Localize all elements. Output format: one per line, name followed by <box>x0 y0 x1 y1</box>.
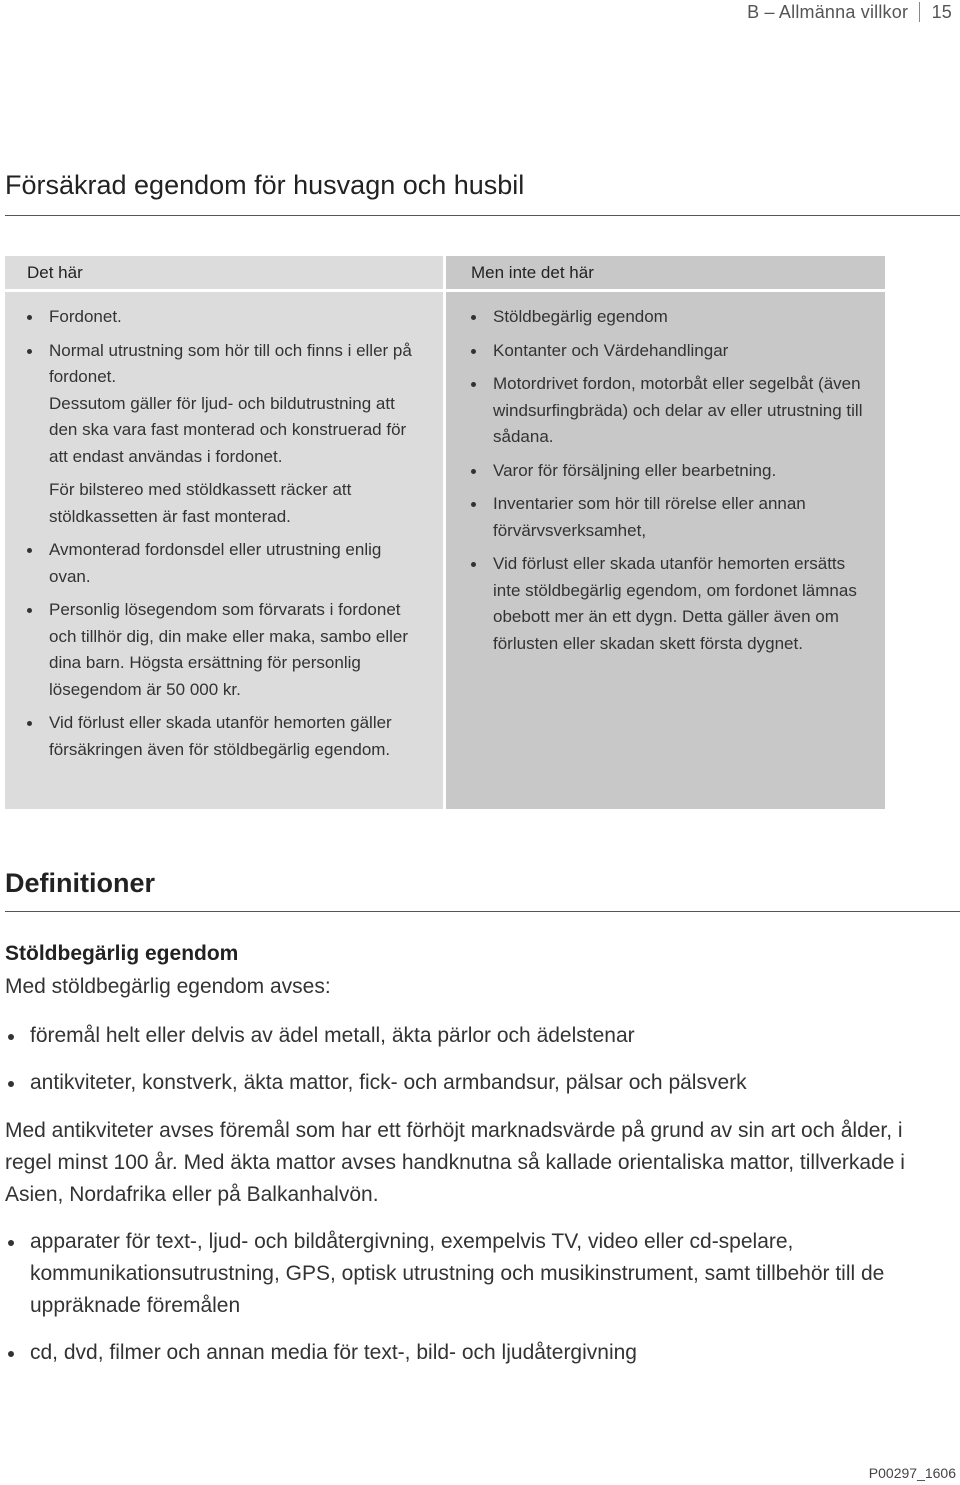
covered-list <box>5 304 443 763</box>
coverage-table <box>5 256 885 809</box>
list-item-note: Dessutom gäller för ljud- och bildutrustning att den ska vara fast monterad och konstruerad för att endast användas i fordonet. <box>49 393 407 466</box>
document-code: P00297_1606 <box>868 1465 956 1481</box>
list-item: Fordonet. <box>49 304 423 331</box>
list-item: apparater för text-, ljud- och bildåtergivning, exempelvis TV, video eller cd-spelare, kommunikationsutrustning, GPS, optisk utrustning och musikinstrument, samt tillbehör till de uppräknade föremålen <box>5 1226 955 1322</box>
covered-heading: Det här <box>5 256 443 292</box>
list-item: Motordrivet fordon, motorbåt eller segelbåt (även windsurfingbräda) och delar av eller utrustning till sådana. <box>493 371 865 451</box>
list-item: föremål helt eller delvis av ädel metall, äkta pärlor och ädelstenar <box>5 1020 955 1052</box>
excluded-column <box>446 256 885 809</box>
definitions-heading: Definitioner <box>5 868 960 912</box>
definition-list-1 <box>5 1020 955 1114</box>
page-number: 15 <box>931 2 952 22</box>
list-item: Normal utrustning som hör till och finns i eller på fordonet. Dessutom gäller för ljud- och bildutrustning att den ska vara fast monterad och konstruerad för att endast användas i fordonet. För bilstereo med stöldkassett räcker att stöldkassetten är fast monterad. <box>49 338 423 531</box>
page-title: Försäkrad egendom för husvagn och husbil <box>5 170 960 216</box>
list-item: Stöldbegärlig egendom <box>493 304 865 331</box>
excluded-heading: Men inte det här <box>446 256 885 292</box>
definition-paragraph: Med antikviteter avses föremål som har ett förhöjt marknadsvärde på grund av sin art och ålder, i regel minst 100 år. Med äkta mattor avses handknutna så kallade orientaliska mattor, tillverkade i Asien, Nordafrika eller på Balkanhalvön. <box>5 1119 905 1206</box>
chapter-title: Allmänna villkor <box>778 2 909 22</box>
list-item: Inventarier som hör till rörelse eller annan förvärvsverksamhet, <box>493 491 865 544</box>
list-item: Kontanter och Värdehandlingar <box>493 338 865 365</box>
list-item: Avmonterad fordonsdel eller utrustning enlig ovan. <box>49 537 423 590</box>
excluded-list <box>446 304 885 657</box>
list-item: Vid förlust eller skada utanför hemorten gäller försäkringen även för stöldbegärlig egendom. <box>49 710 423 763</box>
header-divider <box>919 2 920 22</box>
list-item: Varor för försäljning eller bearbetning. <box>493 458 865 485</box>
list-item: cd, dvd, filmer och annan media för text-, bild- och ljudåtergivning <box>5 1337 955 1369</box>
list-item: Vid förlust eller skada utanför hemorten ersätts inte stöldbegärlig egendom, om fordonet lämnas obebott mer än ett dygn. Detta gäller även om förlusten eller skadan skett första dygnet. <box>493 551 865 657</box>
definition-term: Stöldbegärlig egendom <box>5 942 239 965</box>
dash: – <box>764 2 775 22</box>
definition-list-2 <box>5 1226 955 1384</box>
list-item: Personlig lösegendom som förvarats i fordonet och tillhör dig, din make eller maka, sambo eller dina barn. Högsta ersättning för personlig lösegendom är 50 000 kr. <box>49 597 423 703</box>
covered-column <box>5 256 443 809</box>
list-item: antikviteter, konstverk, äkta mattor, fick- och armbandsur, pälsar och pälsverk <box>5 1067 955 1099</box>
list-item-note: För bilstereo med stöldkassett räcker att stöldkassetten är fast monterad. <box>49 480 352 526</box>
definition-intro: Med stöldbegärlig egendom avses: <box>5 975 331 998</box>
section-letter: B <box>747 2 760 22</box>
running-header <box>747 2 952 23</box>
